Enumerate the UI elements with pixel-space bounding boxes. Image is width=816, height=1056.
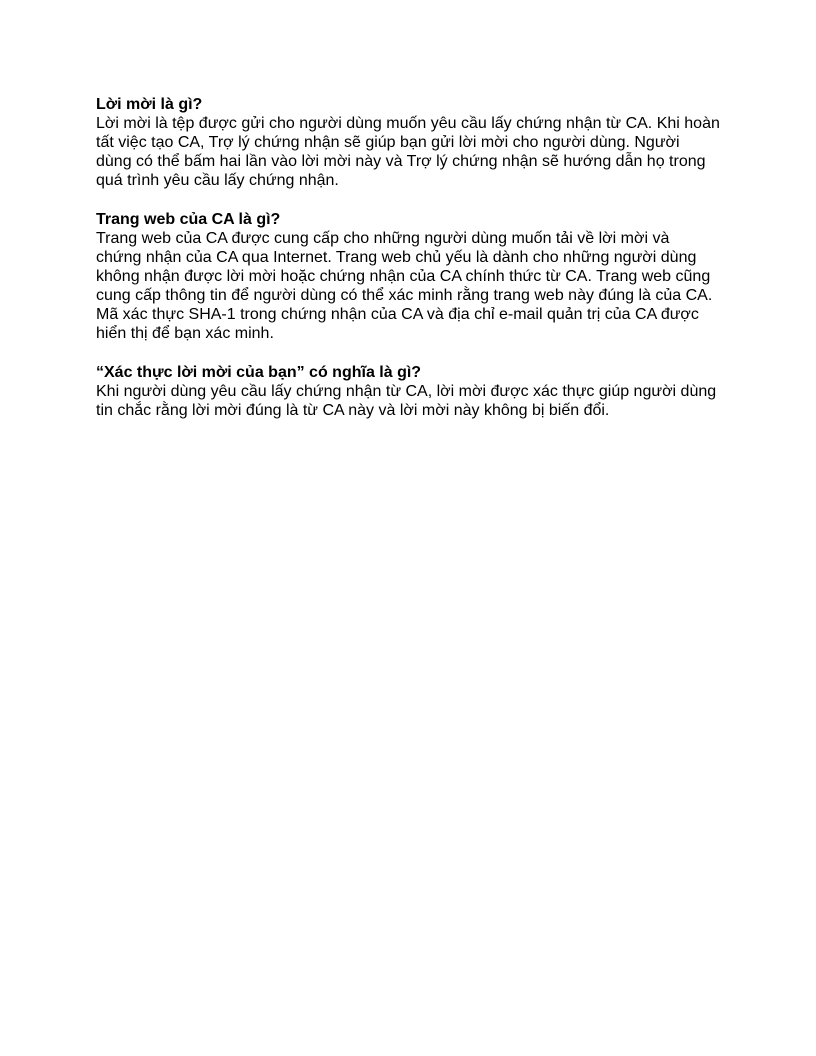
section-heading: Trang web của CA là gì? <box>96 211 281 228</box>
section-what-is-ca-website <box>96 210 736 343</box>
paragraph-line: Khi người dùng yêu cầu lấy chứng nhận từ CA, lời mời được xác thực giúp người dùng <box>96 383 717 400</box>
paragraph-line: không nhận được lời mời hoặc chứng nhận của CA chính thức từ CA. Trang web cũng <box>96 268 711 285</box>
paragraph-line: chứng nhận của CA qua Internet. Trang web chủ yếu là dành cho những người dùng <box>96 249 697 266</box>
section-heading: Lời mời là gì? <box>96 96 203 113</box>
section-heading: “Xác thực lời mời của bạn” có nghĩa là gì? <box>96 364 422 381</box>
section-what-is-authenticate-invitation <box>96 363 736 420</box>
paragraph-line: cung cấp thông tin để người dùng có thể xác minh rằng trang web này đúng là của CA. <box>96 287 713 304</box>
paragraph-line: Mã xác thực SHA-1 trong chứng nhận của CA và địa chỉ e-mail quản trị của CA được <box>96 306 699 323</box>
paragraph-line: dùng có thể bấm hai lần vào lời mời này và Trợ lý chứng nhận sẽ hướng dẫn họ trong <box>96 153 706 170</box>
section-what-is-invitation <box>96 95 736 190</box>
paragraph-line: tin chắc rằng lời mời đúng là từ CA này và lời mời này không bị biến đổi. <box>96 402 610 419</box>
paragraph-line: tất việc tạo CA, Trợ lý chứng nhận sẽ giúp bạn gửi lời mời cho người dùng. Người <box>96 134 680 151</box>
paragraph-line: hiển thị để bạn xác minh. <box>96 325 274 342</box>
paragraph-line: Lời mời là tệp được gửi cho người dùng muốn yêu cầu lấy chứng nhận từ CA. Khi hoàn <box>96 115 720 132</box>
paragraph-line: Trang web của CA được cung cấp cho những người dùng muốn tải về lời mời và <box>96 230 670 247</box>
paragraph-line: quá trình yêu cầu lấy chứng nhận. <box>96 172 339 189</box>
document-page <box>96 95 736 440</box>
